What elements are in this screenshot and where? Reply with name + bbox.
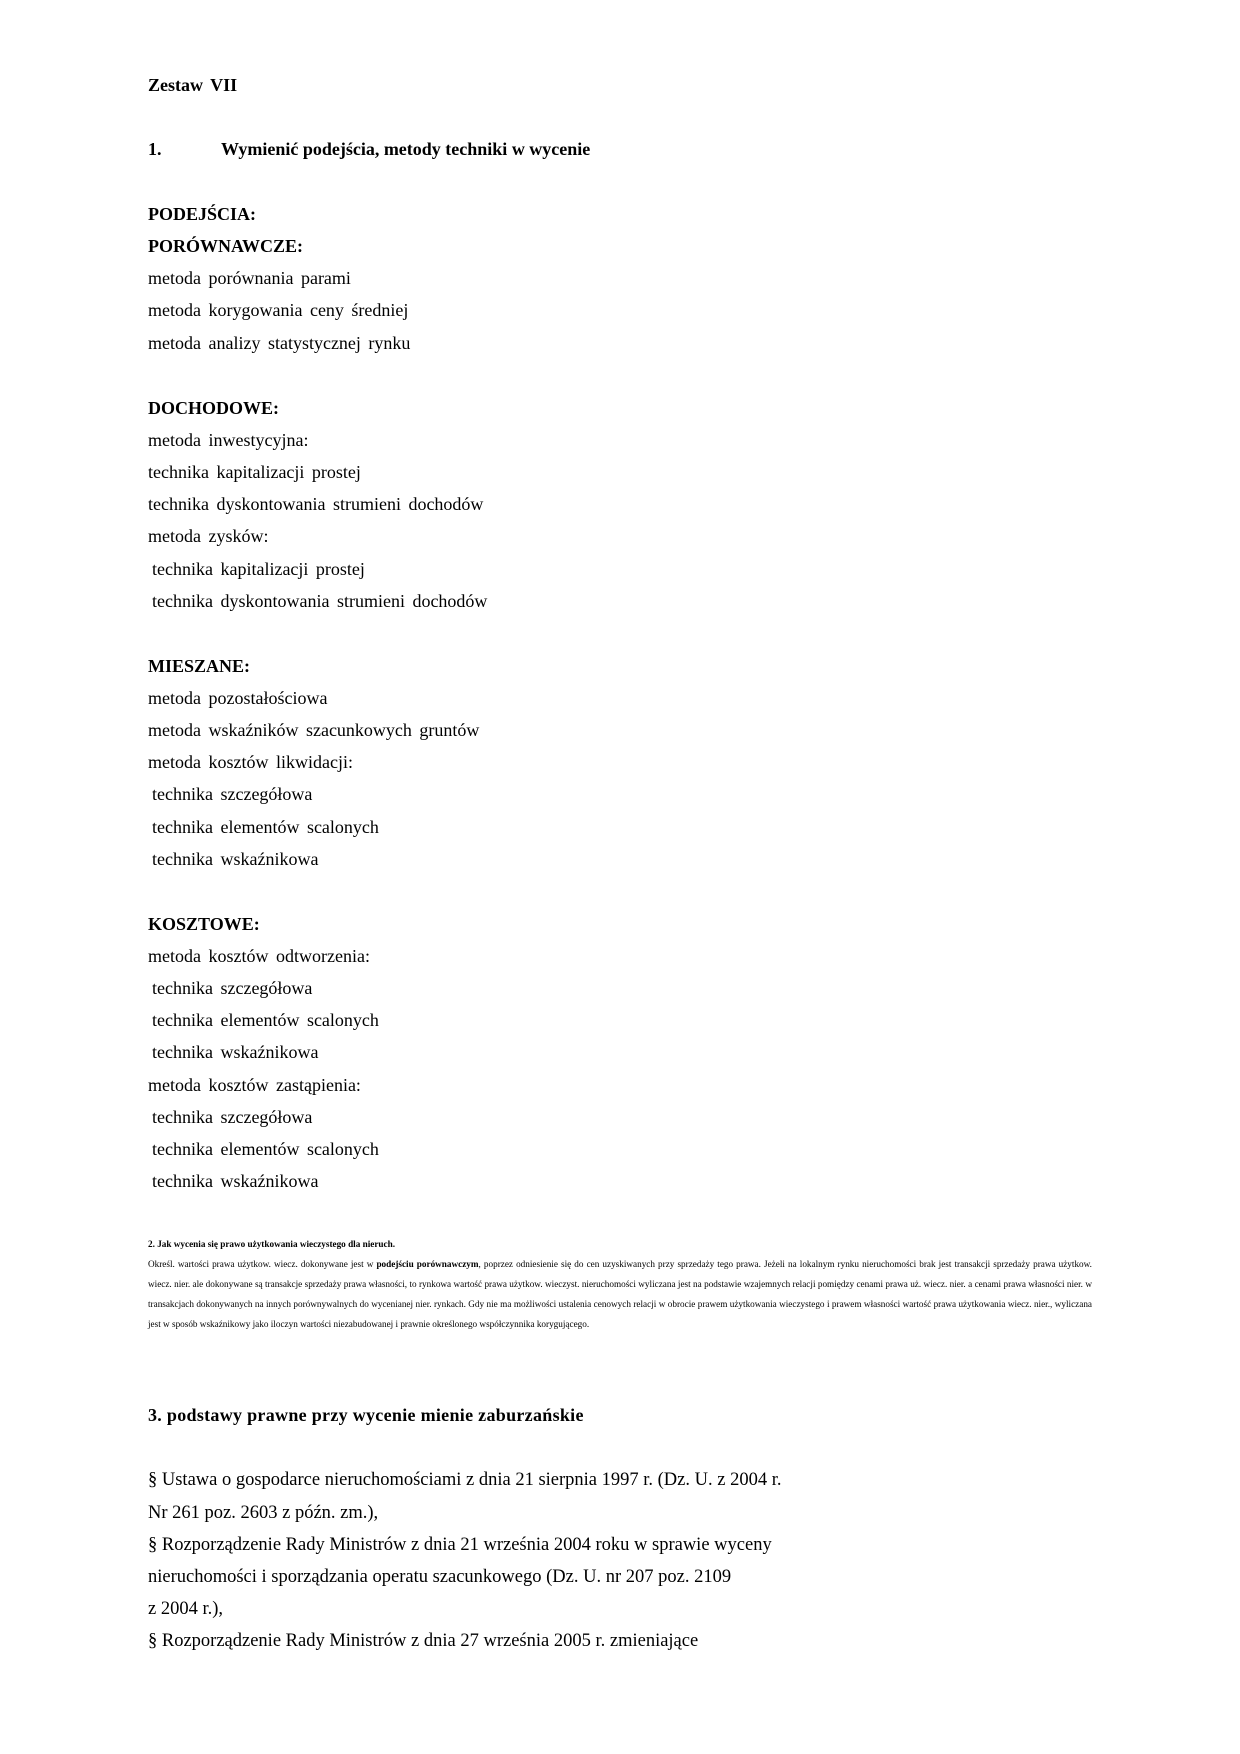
section-title-mieszane: MIESZANE: <box>148 656 251 676</box>
list-item: metoda analizy statystycznej rynku <box>148 333 411 353</box>
list-item: metoda korygowania ceny średniej <box>148 300 409 320</box>
list-item: technika kapitalizacji prostej <box>148 462 361 482</box>
list-item: technika elementów scalonych <box>152 1010 379 1030</box>
list-item: technika szczegółowa <box>152 978 313 998</box>
legal-line: z 2004 r.), <box>148 1599 224 1619</box>
list-item: metoda pozostałościowa <box>148 688 328 708</box>
list-item: technika dyskontowania strumieni dochodów <box>148 494 484 514</box>
list-item: technika szczegółowa <box>152 1107 313 1127</box>
question-2-body-rest: , poprzez odniesienie się do cen uzyskiwanych przy sprzedaży tego prawa. Jeżeli na lokalnym rynku nieruchomości brak jest transakcji sprzedaży prawa użytkow. wiecz. nier. ale dokonywane są transakcje sprzedaży prawa własności, to rynkowa wartość prawa użytkow. wieczyst. nieruchomości wyliczana jest na podstawie wzajemnych relacji pomiędzy cenami prawa uż. wiecz. nier. a cenami prawa własności nier. w transakcjach dokonywanych na innych porównywalnych do wycenianej nier. rynkach. Gdy nie ma możliwości ustalenia cenowych relacji w obrocie prawem użytkowania wieczystego i prawem własności wartość prawa użytkowania wiecz. nier., wyliczana jest w sposób wskaźnikowy jako iloczyn wartości niezabudowanej i prawnie określonego współczynnika korygującego. <box>148 1259 1092 1329</box>
section-title-porownawcze: PORÓWNAWCZE: <box>148 236 304 256</box>
list-item: metoda zysków: <box>148 526 269 546</box>
legal-line: § Rozporządzenie Rady Ministrów z dnia 21 września 2004 roku w sprawie wyceny <box>148 1535 772 1555</box>
list-item: technika szczegółowa <box>152 784 313 804</box>
question-1-number: 1. <box>148 139 162 159</box>
document-heading: Zestaw VII <box>148 75 238 95</box>
list-item: technika wskaźnikowa <box>152 1042 319 1062</box>
question-3-title: 3. podstawy prawne przy wycenie mienie zaburzańskie <box>148 1405 584 1425</box>
list-item: metoda kosztów likwidacji: <box>148 752 353 772</box>
question-2-body-bold: podejściu porównawczym <box>376 1259 479 1269</box>
list-item: technika dyskontowania strumieni dochodów <box>152 591 488 611</box>
section-title-dochodowe: DOCHODOWE: <box>148 398 280 418</box>
list-item: metoda kosztów zastąpienia: <box>148 1075 361 1095</box>
question-2-body <box>148 1254 1092 1334</box>
list-item: technika kapitalizacji prostej <box>152 559 365 579</box>
legal-line: nieruchomości i sporządzania operatu szacunkowego (Dz. U. nr 207 poz. 2109 <box>148 1567 732 1587</box>
list-item: metoda porównania parami <box>148 268 351 288</box>
question-2-body-start: Określ. wartości prawa użytkow. wiecz. dokonywane jest w <box>148 1259 377 1269</box>
legal-line: § Rozporządzenie Rady Ministrów z dnia 27 września 2005 r. zmieniające <box>148 1631 699 1651</box>
list-item: technika elementów scalonych <box>152 817 379 837</box>
list-item: metoda kosztów odtworzenia: <box>148 946 370 966</box>
list-item: metoda inwestycyjna: <box>148 430 309 450</box>
legal-line: Nr 261 poz. 2603 z późn. zm.), <box>148 1503 379 1523</box>
list-item: technika elementów scalonych <box>152 1139 379 1159</box>
question-2-heading: 2. Jak wycenia się prawo użytkowania wieczystego dla nieruch. <box>148 1239 396 1249</box>
list-item: technika wskaźnikowa <box>152 1171 319 1191</box>
list-item: metoda wskaźników szacunkowych gruntów <box>148 720 480 740</box>
approaches-label: PODEJŚCIA: <box>148 204 257 224</box>
list-item: technika wskaźnikowa <box>152 849 319 869</box>
question-2-block <box>148 1234 1092 1334</box>
legal-line: § Ustawa o gospodarce nieruchomościami z dnia 21 sierpnia 1997 r. (Dz. U. z 2004 r. <box>148 1470 782 1490</box>
question-1-title: Wymienić podejścia, metody techniki w wycenie <box>221 139 591 159</box>
section-title-kosztowe: KOSZTOWE: <box>148 914 260 934</box>
